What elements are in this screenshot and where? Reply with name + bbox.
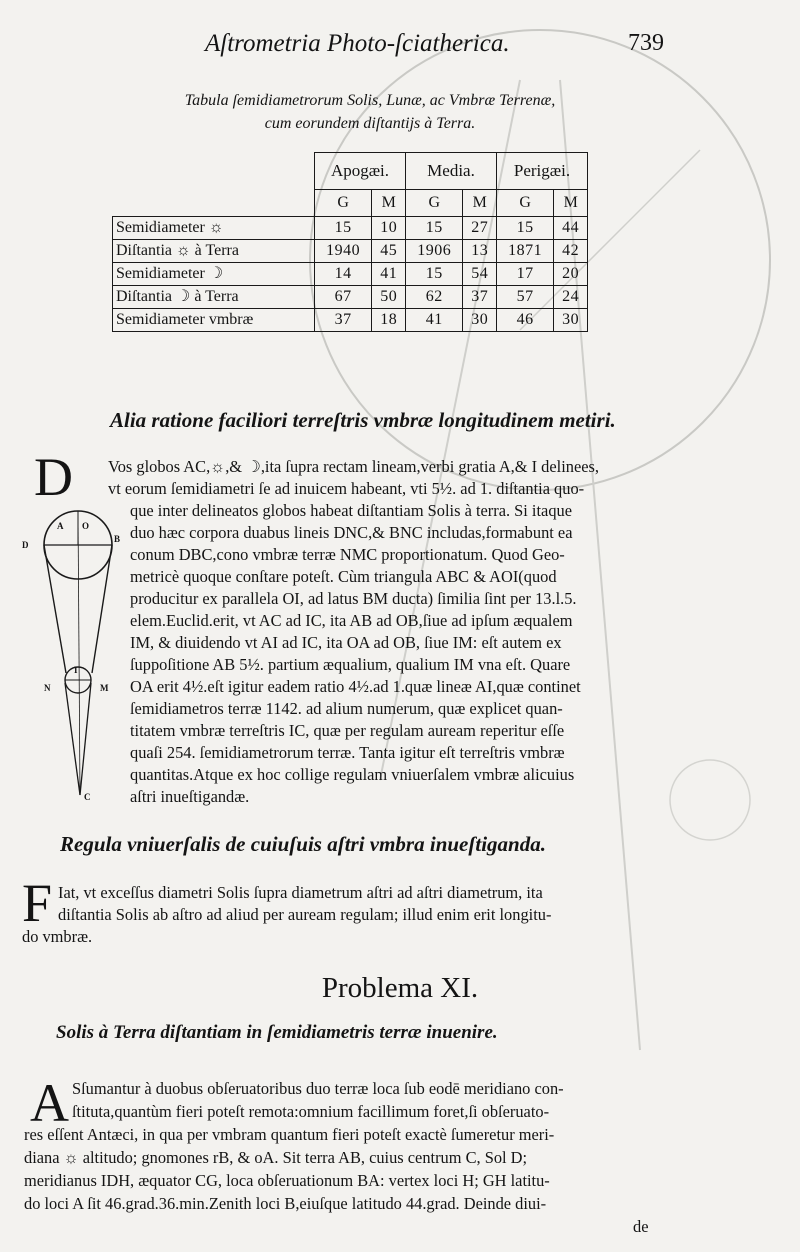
text-line: diſtantia Solis ab aſtro ad aliud per auream regulam; illud enim erit longitu-	[58, 905, 552, 924]
table-cell: 10	[372, 217, 406, 240]
table-row	[113, 217, 588, 240]
umbra-cone-figure	[28, 505, 133, 810]
row-label: Semidiameter ☽	[113, 263, 315, 286]
table-row	[113, 263, 588, 286]
text-line: ſtituta,quantùm fieri poteſt remota:omnium facillimum foret,ſi obſeruato-	[72, 1102, 550, 1121]
row-label: Diſtantia ☽ à Terra	[113, 286, 315, 309]
text-line: duo hæc corpora duabus lineis DNC,& BNC includas,formabunt ea	[130, 523, 573, 542]
text-line: ſemidiametros terræ 1142. ad alium numerum, quæ explicet quan-	[130, 699, 563, 718]
table-cell: 37	[314, 309, 371, 332]
text-line: quantitas.Atque ex hoc collige regulam vniuerſalem vmbræ alicuius	[130, 765, 575, 784]
table-row	[113, 309, 588, 332]
running-header-title: Aſtrometria Photo-ſciatherica.	[205, 30, 510, 57]
unit-label: G	[406, 190, 463, 217]
text-line: Vos globos AC,☼,& ☽,ita ſupra rectam lineam,verbi gratia A,& I delinees,	[108, 457, 599, 476]
table-cell: 1940	[314, 240, 371, 263]
table-header-row	[113, 153, 588, 190]
text-line: diana ☼ altitudo; gnomones rB, & oA. Sit terra AB, cuius centrum C, Sol D;	[24, 1148, 528, 1167]
table-row	[113, 286, 588, 309]
table-cell: 17	[496, 263, 553, 286]
table-row	[113, 240, 588, 263]
section-heading-umbra: Alia ratione faciliori terreſtris vmbræ longitudinem metiri.	[110, 408, 616, 432]
table-cell: 54	[463, 263, 497, 286]
table-unit-row	[113, 190, 588, 217]
table-cell: 24	[554, 286, 588, 309]
text-line: titatem vmbræ terreſtris IC, quæ per regulam auream reperitur eſſe	[130, 721, 565, 740]
text-line: conum DBC,cono vmbræ terræ NMC proportionatum. Quod Geo-	[130, 545, 565, 564]
text-line: metricè quoque conſtare poteſt. Cùm triangula ABC & AOI(quod	[130, 567, 557, 586]
table-cell: 15	[406, 217, 463, 240]
figure-label: D	[22, 540, 29, 550]
text-line: OA erit 4½.eſt igitur eadem ratio 4½.ad 1.quæ lineæ AI,quæ continet	[130, 677, 581, 696]
text-line: meridianus IDH, æquator CG, loca obſeruationum BA: vertex loci H; GH latitu-	[24, 1171, 550, 1190]
table-cell: 15	[314, 217, 371, 240]
col-group-perigee: Perigæi.	[496, 153, 587, 190]
problema-title: Problema XI.	[321, 972, 479, 1004]
table-cell: 37	[463, 286, 497, 309]
figure-label: M	[100, 683, 109, 693]
figure-label: A	[57, 521, 64, 531]
text-line: elem.Euclid.erit, vt AC ad IC, ita AB ad OB,ſiue ad ipſum æqualem	[130, 611, 573, 630]
table-cell: 45	[372, 240, 406, 263]
table-caption-line2: cum eorundem diſtantijs à Terra.	[264, 115, 476, 132]
table-cell: 1871	[496, 240, 553, 263]
page-number: 739	[628, 30, 664, 56]
table-cell: 15	[496, 217, 553, 240]
table-cell: 42	[554, 240, 588, 263]
text-line: Iat, vt exceſſus diametri Solis ſupra diametrum aſtri ad aſtri diametrum, ita	[58, 883, 543, 902]
table-cell: 41	[406, 309, 463, 332]
table-cell: 30	[554, 309, 588, 332]
table-cell: 13	[463, 240, 497, 263]
dropcap-a: A	[30, 1073, 69, 1133]
text-line: vt eorum ſemidiametri ſe ad inuicem habeant, vti 5½. ad 1. diſtantia quo-	[108, 479, 585, 498]
table-cell: 18	[372, 309, 406, 332]
table-corner-2	[113, 190, 315, 217]
figure-label: B	[114, 534, 121, 544]
semidiameter-table	[112, 152, 588, 332]
table-caption-line1: Tabula ſemidiametrorum Solis, Lunæ, ac Vmbræ Terrenæ,	[184, 92, 556, 109]
figure-label: N	[44, 683, 51, 693]
row-label: Semidiameter ☼	[113, 217, 315, 240]
table-cell: 1906	[406, 240, 463, 263]
figure-label: C	[84, 792, 91, 802]
table-corner	[113, 153, 315, 190]
problema-subtitle: Solis à Terra diſtantiam in ſemidiametris terræ inuenire.	[56, 1022, 498, 1043]
row-label: Semidiameter vmbræ	[113, 309, 315, 332]
table-cell: 14	[314, 263, 371, 286]
table-cell: 27	[463, 217, 497, 240]
figure-label: O	[82, 521, 90, 531]
unit-label: G	[314, 190, 371, 217]
col-group-apogee: Apogæi.	[314, 153, 405, 190]
unit-label: M	[372, 190, 406, 217]
catchword: de	[633, 1217, 649, 1236]
table-cell: 20	[554, 263, 588, 286]
text-line: ſuppoſitione AB 5½. partium æqualium, qualium IM vna eſt. Quare	[130, 655, 571, 674]
unit-label: G	[496, 190, 553, 217]
table-cell: 41	[372, 263, 406, 286]
text-line: IM, & diuidendo vt AI ad IC, ita OA ad OB, ſiue IM: eſt autem ex	[130, 633, 562, 652]
table-cell: 44	[554, 217, 588, 240]
text-line: do loci A ſit 46.grad.36.min.Zenith loci B,eiuſque latitudo 44.grad. Deinde diui-	[24, 1194, 547, 1213]
text-line: res eſſent Antæci, in qua per vmbram quantum fieri poteſt exactè ſumeretur meri-	[24, 1125, 555, 1144]
section-heading-regula: Regula vniuerſalis de cuiuſuis aſtri vmbra inueſtiganda.	[60, 832, 546, 856]
table-cell: 30	[463, 309, 497, 332]
table-cell: 57	[496, 286, 553, 309]
table-cell: 15	[406, 263, 463, 286]
table-cell: 67	[314, 286, 371, 309]
text-line: Sſumantur à duobus obſeruatoribus duo terræ loca ſub eodē meridiano con-	[72, 1079, 564, 1098]
text-line: do vmbræ.	[22, 927, 93, 946]
col-group-media: Media.	[406, 153, 497, 190]
text-line: quaſi 254. ſemidiametrorum terræ. Tanta igitur eſt terreſtris vmbræ	[130, 743, 565, 762]
table-cell: 50	[372, 286, 406, 309]
dropcap-d: D	[34, 447, 73, 507]
unit-label: M	[463, 190, 497, 217]
text-line: aſtri inueſtigandæ.	[130, 787, 250, 806]
figure-label: I	[74, 665, 78, 675]
table-cell: 62	[406, 286, 463, 309]
text-line: que inter delineatos globos habeat diſtantiam Solis à terra. Si itaque	[130, 501, 572, 520]
table-cell: 46	[496, 309, 553, 332]
text-line: producitur ex parallela OI, ad latus BM ducta) ſimilia ſint per 13.l.5.	[130, 589, 577, 608]
dropcap-f: F	[22, 873, 53, 933]
row-label: Diſtantia ☼ à Terra	[113, 240, 315, 263]
unit-label: M	[554, 190, 588, 217]
